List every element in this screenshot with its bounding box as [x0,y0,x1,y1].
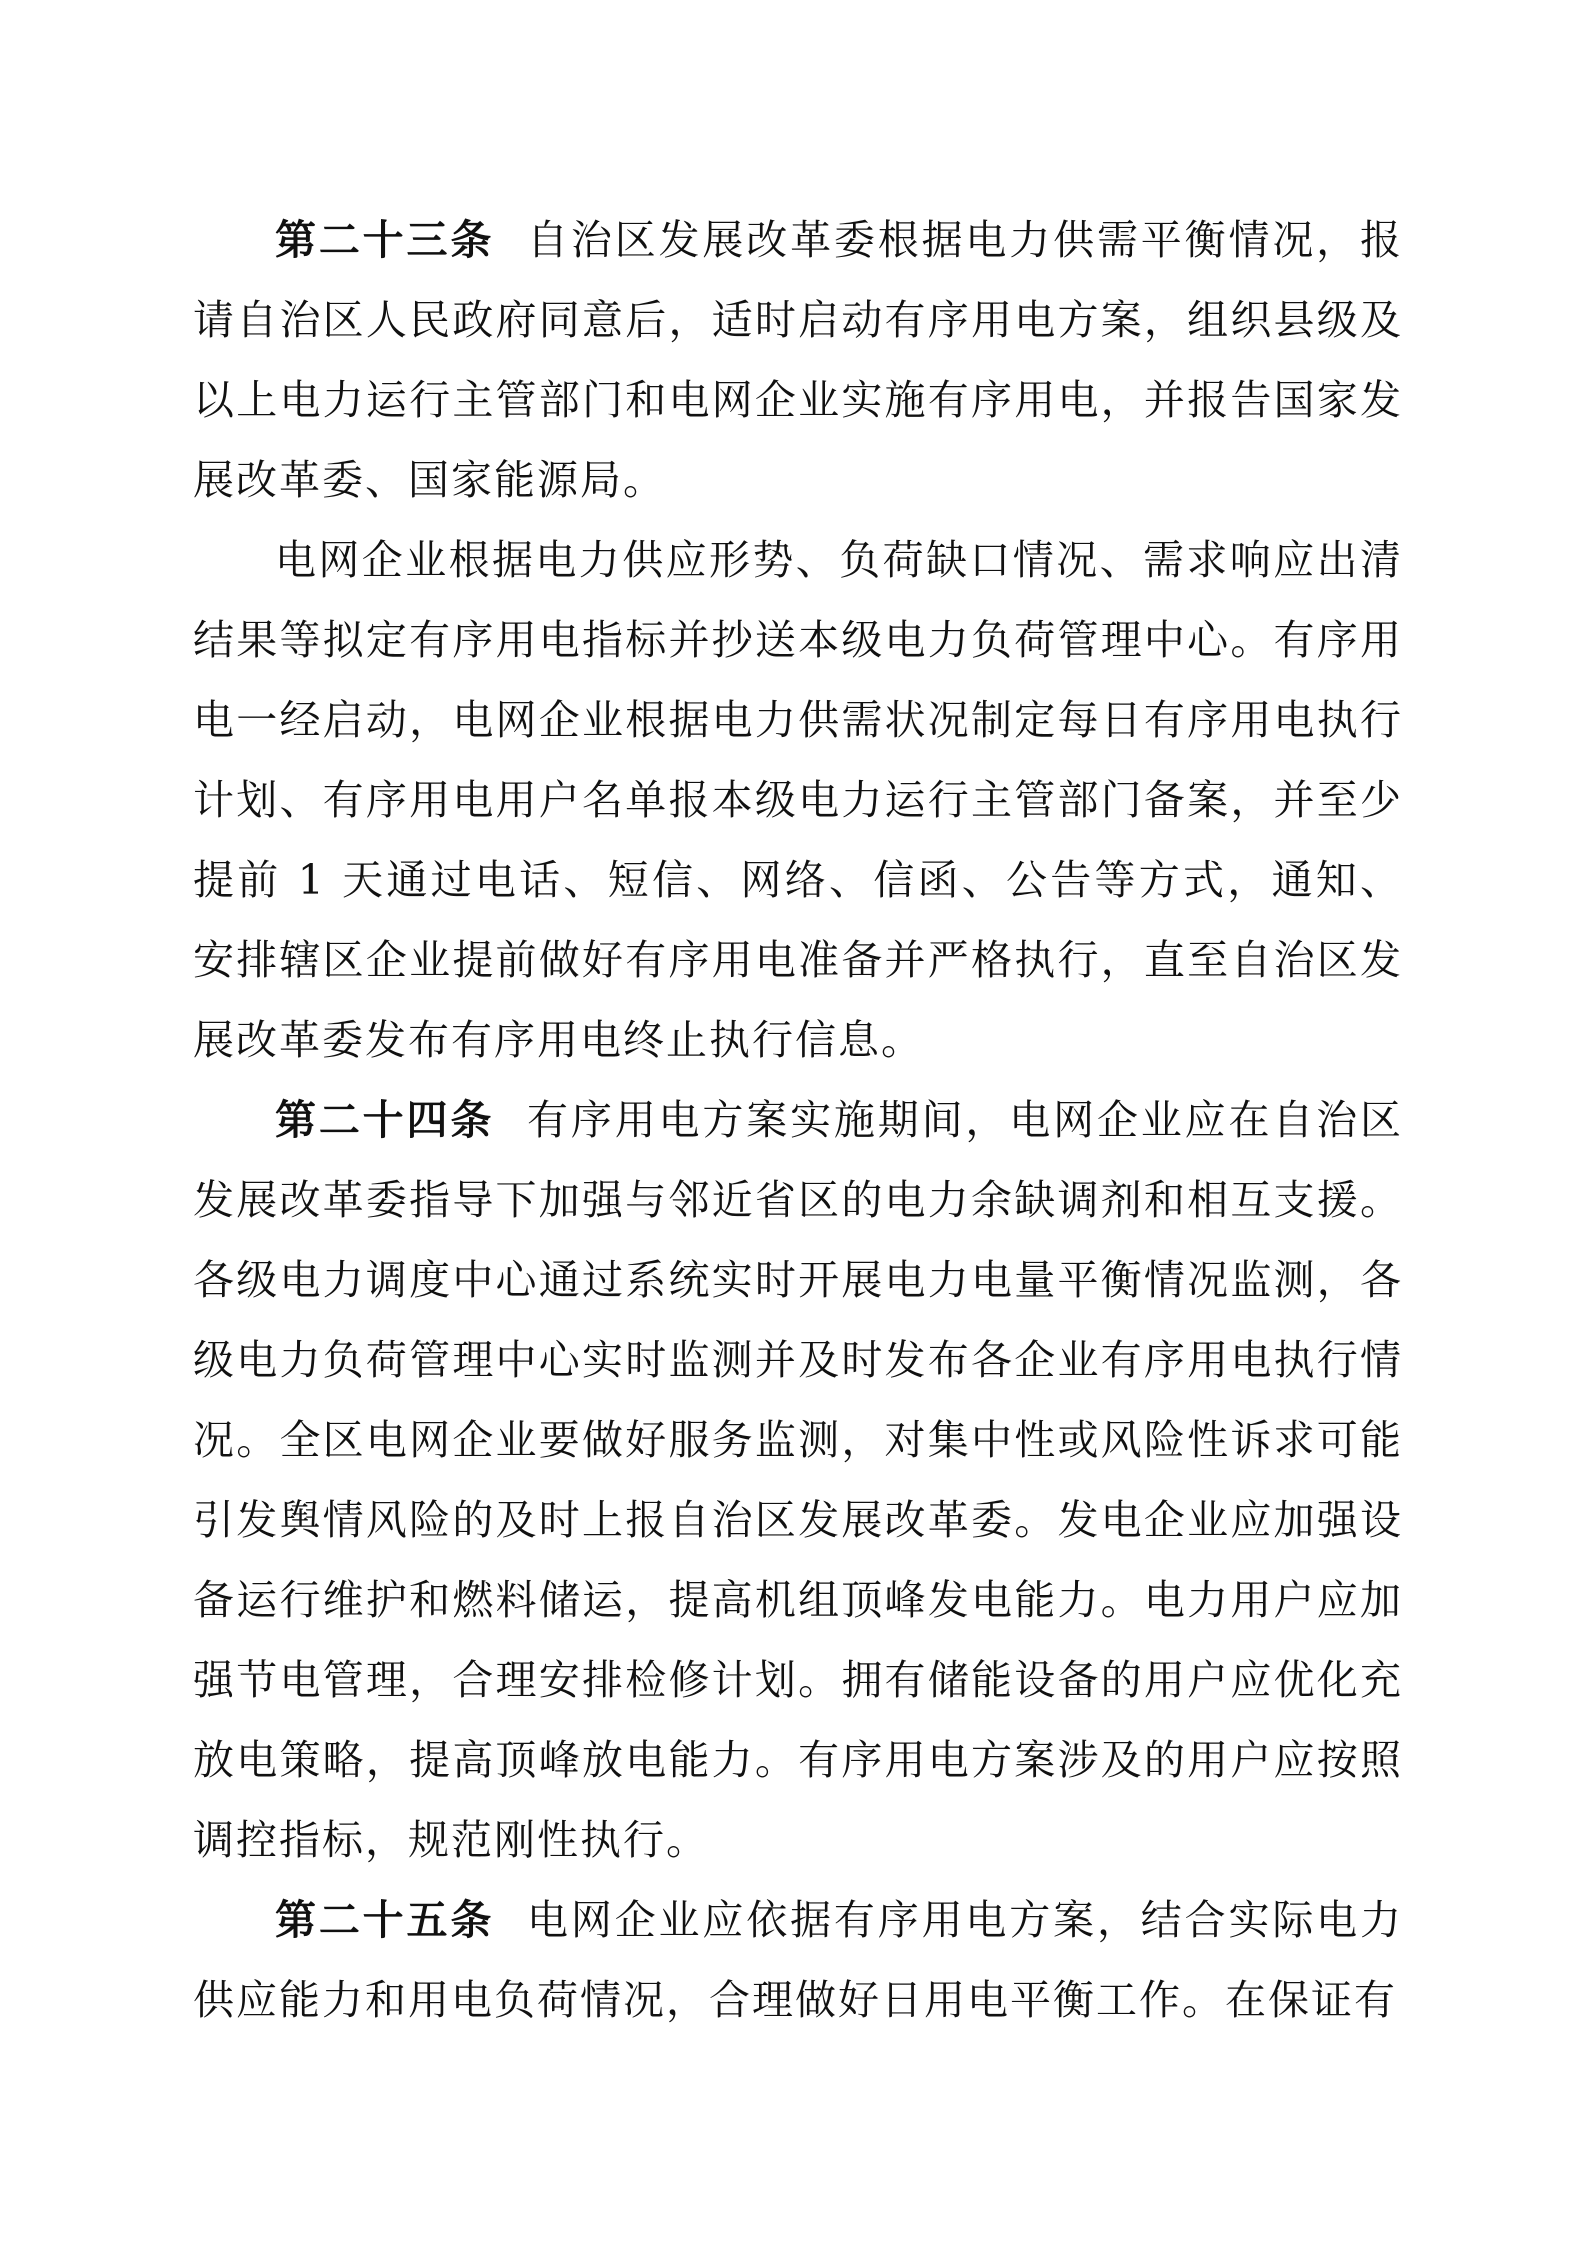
paragraph-article-23 [193,200,1403,520]
document-body [193,200,1403,2040]
article-number: 第二十五条 [275,1896,495,1944]
paragraph-article-25 [193,1880,1403,2040]
paragraph-text: 自治区发展改革委根据电力供需平衡情况，报请自治区人民政府同意后，适时启动有序用电方案，组织县级及以上电力运行主管部门和电网企业实施有序用电，并报告国家发展改革委、国家能源局。 [193,216,1404,504]
paragraph-text: 有序用电方案实施期间，电网企业应在自治区发展改革委指导下加强与邻近省区的电力余缺调剂和相互支援。各级电力调度中心通过系统实时开展电力电量平衡情况监测，各级电力负荷管理中心实时监测并及时发布各企业有序用电执行情况。全区电网企业要做好服务监测，对集中性或风险性诉求可能引发舆情风险的及时上报自治区发展改革委。发电企业应加强设备运行维护和燃料储运，提高机组顶峰发电能力。电力用户应加强节电管理，合理安排检修计划。拥有储能设备的用户应优化充放电策略，提高顶峰放电能力。有序用电方案涉及的用户应按照调控指标，规范刚性执行。 [193,1096,1404,1864]
paragraph-text: 电网企业根据电力供应形势、负荷缺口情况、需求响应出清结果等拟定有序用电指标并抄送本级电力负荷管理中心。有序用电一经启动，电网企业根据电力供需状况制定每日有序用电执行计划、有序用电用户名单报本级电力运行主管部门备案，并至少提前 1 天通过电话、短信、网络、信函、公告等方式，通知、安排辖区企业提前做好有序用电准备并严格执行，直至自治区发展改革委发布有序用电终止执行信息。 [193,536,1403,1064]
paragraph-article-24 [193,1080,1403,1880]
article-number: 第二十三条 [275,216,495,264]
paragraph-text: 电网企业应依据有序用电方案，结合实际电力供应能力和用电负荷情况，合理做好日用电平衡工作。在保证有 [193,1896,1404,2024]
paragraph-article-23-continued [193,520,1403,1080]
article-number: 第二十四条 [275,1096,495,1144]
